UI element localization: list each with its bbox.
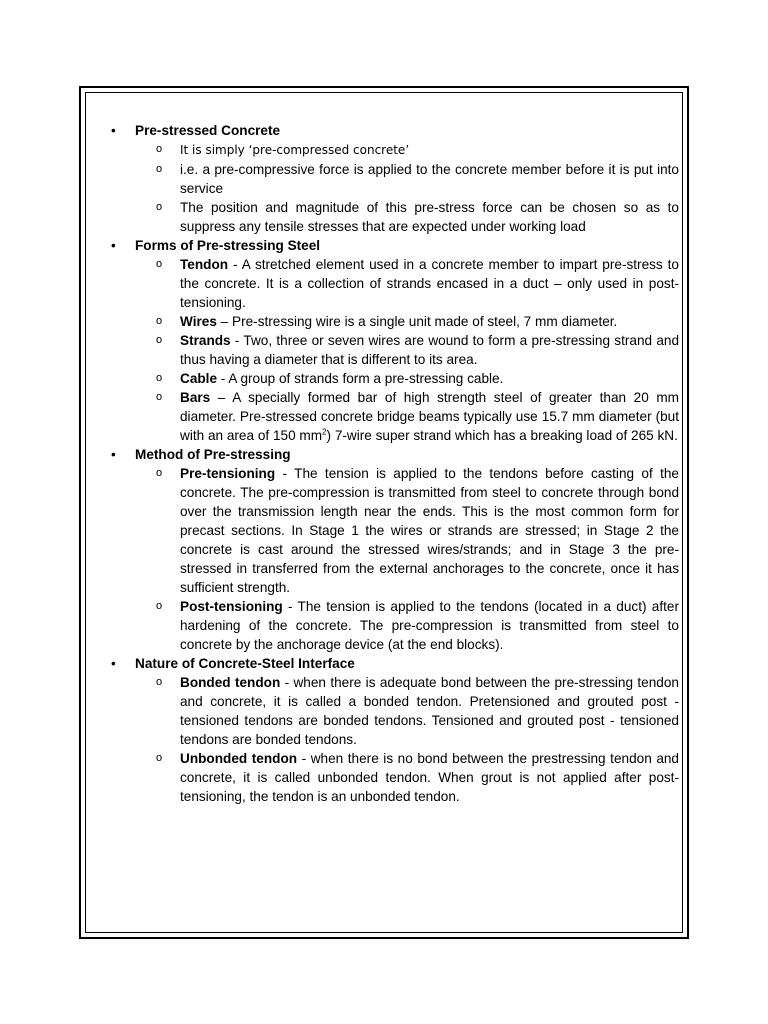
sub-list [111, 464, 679, 654]
list-item [111, 140, 679, 160]
sub-list [111, 673, 679, 806]
list-item [111, 331, 679, 369]
item-term: Strands [180, 333, 231, 348]
item-text-after: ) 7-wire super strand which has a breaking load of 265 kN. [326, 428, 678, 443]
circle-marker-icon: o [156, 163, 163, 175]
list-item [111, 597, 679, 654]
list-item [111, 388, 679, 445]
section-nature-of-interface [111, 654, 679, 806]
heading-text: Pre-stressed Concrete [135, 123, 281, 138]
circle-marker-icon: o [156, 372, 163, 384]
item-term: Post-tensioning [180, 599, 283, 614]
heading-text: Forms of Pre-stressing Steel [135, 238, 321, 253]
circle-marker-icon: o [156, 315, 163, 327]
item-text: The position and magnitude of this pre-stress force can be chosen so as to suppress any tensile stresses that are expected under working load [180, 200, 679, 234]
item-text: - A group of strands form a pre-stressing cable. [217, 371, 504, 386]
list-item [111, 312, 679, 331]
item-term: Bars [180, 390, 211, 405]
list-item [111, 464, 679, 597]
superscript: 2 [322, 427, 327, 437]
list-item [111, 749, 679, 806]
item-text: - The tension is applied to the tendons before casting of the concrete. The pre-compression is transmitted from steel to concrete through bond over the transmission length near the ends. This is the most common form for precast sections. In Stage 1 the wires or strands are stressed; in Stage 2 the concrete is cast around the stressed wires/strands; and in Stage 3 the pre-stressed in transferred from the external anchorages to the concrete, once it has sufficient strength. [180, 466, 679, 595]
section-heading [111, 236, 679, 255]
list-item [111, 255, 679, 312]
heading-text: Method of Pre-stressing [135, 447, 291, 462]
section-forms-of-prestressing-steel [111, 236, 679, 445]
item-text: - Two, three or seven wires are wound to form a pre-stressing strand and thus having a diameter that is different to its area. [180, 333, 679, 367]
item-text: - when there is adequate bond between the pre-stressing tendon and concrete, it is called a bonded tendon. Pretensioned and grouted post -tensioned tendons are bonded tendons. Tensioned and grouted post - tensioned tendons are bonded tendons. [180, 675, 679, 747]
item-text: - The tension is applied to the tendons (located in a duct) after hardening of the concrete. The pre-compression is transmitted from steel to concrete by the anchorage device (at the end blocks). [180, 599, 679, 652]
item-term: Cable [180, 371, 218, 386]
circle-marker-icon: o [156, 143, 163, 155]
circle-marker-icon: o [156, 600, 163, 612]
item-text: – A specially formed bar of high strength steel of greater than 20 mm diameter. Pre-stressed concrete bridge beams typically use 15.7 mm diameter (but with an area of 150 mm [180, 390, 679, 443]
sub-list [111, 140, 679, 236]
circle-marker-icon: o [156, 752, 163, 764]
section-prestressed-concrete [111, 121, 679, 236]
section-method-of-prestressing [111, 445, 679, 654]
item-term: Unbonded tendon [180, 751, 298, 766]
section-heading [111, 445, 679, 464]
item-term: Tendon [180, 257, 229, 272]
item-text: - A stretched element used in a concrete member to impart pre-stress to the concrete. It is a collection of strands encased in a duct – only used in post-tensioning. [180, 257, 679, 310]
item-term: Pre-tensioning [180, 466, 276, 481]
sub-list [111, 255, 679, 445]
item-text: It is simply ‘pre-compressed concrete’ [180, 143, 410, 157]
bullet-icon: • [111, 656, 116, 671]
bullet-icon: • [111, 238, 116, 253]
item-term: Wires [180, 314, 217, 329]
bullet-icon: • [111, 447, 116, 462]
list-item [111, 673, 679, 749]
list-item [111, 369, 679, 388]
item-text: i.e. a pre-compressive force is applied to the concrete member before it is put into service [180, 162, 679, 196]
circle-marker-icon: o [156, 201, 163, 213]
section-heading [111, 654, 679, 673]
document-content [111, 121, 679, 806]
circle-marker-icon: o [156, 467, 163, 479]
circle-marker-icon: o [156, 334, 163, 346]
section-heading [111, 121, 679, 140]
list-item [111, 160, 679, 198]
heading-text: Nature of Concrete-Steel Interface [135, 656, 355, 671]
item-text: - when there is no bond between the prestressing tendon and concrete, it is called unbonded tendon. When grout is not applied after post-tensioning, the tendon is an unbonded tendon. [180, 751, 679, 804]
circle-marker-icon: o [156, 391, 163, 403]
circle-marker-icon: o [156, 258, 163, 270]
circle-marker-icon: o [156, 676, 163, 688]
bullet-icon: • [111, 123, 116, 138]
list-item [111, 198, 679, 236]
item-text: – Pre-stressing wire is a single unit made of steel, 7 mm diameter. [216, 314, 618, 329]
item-term: Bonded tendon [180, 675, 281, 690]
